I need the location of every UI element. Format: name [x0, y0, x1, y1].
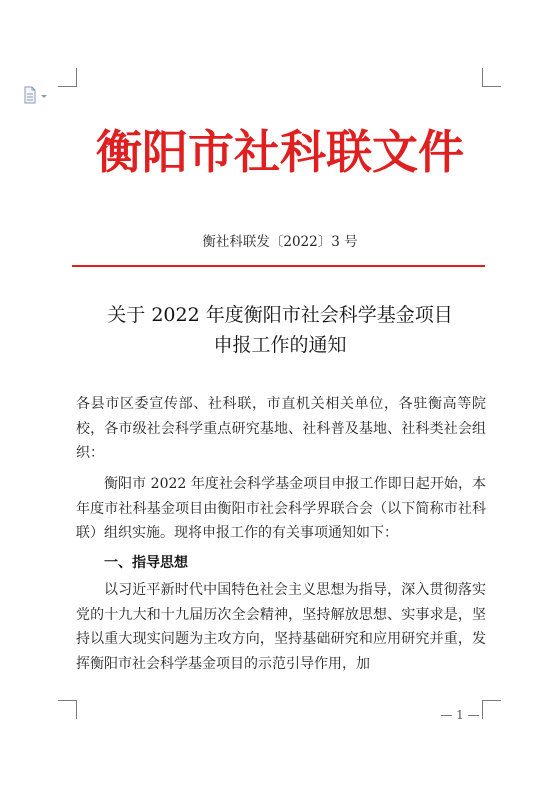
crop-mark-top-right [482, 68, 501, 87]
document-icon[interactable] [22, 86, 52, 104]
addressee-paragraph: 各县市区委宣传部、社科联，市直机关相关单位，各驻衡高等院校，各市级社会科学重点研究基地、社科普及基地、社科类社会组织： [76, 396, 486, 461]
chevron-down-icon [41, 95, 47, 98]
notice-title-line1: 关于 2022 年度衡阳市社会科学基金项目 [107, 304, 453, 326]
intro-paragraph: 衡阳市 2022 年度社会科学基金项目申报工作即日起开始，本年度市社科基金项目由衡阳市社会科学界联合会（以下简称市社科联）组织实施。现将申报工作的有关事项通知如下： [76, 476, 486, 541]
notice-title-line2: 申报工作的通知 [213, 334, 347, 356]
page-number: — 1 — [440, 708, 480, 722]
section1-paragraph: 以习近平新时代中国特色社会主义思想为指导，深入贯彻落实党的十九大和十九届历次全会精神，坚持解放思想、实事求是，坚持以重大现实问题为主攻方向，坚持基础研究和应用研究并重，发挥衡阳市社会科学基金项目的示范引导作用，加 [76, 582, 486, 672]
section-heading-guiding-ideology: 一、指导思想 [104, 555, 188, 571]
red-divider-line [72, 265, 485, 267]
notice-title [70, 300, 490, 360]
document-number: 衡社科联发〔2022〕3 号 [202, 234, 358, 250]
org-header-title: 衡阳市社科联文件 [96, 125, 464, 179]
crop-mark-top-left [58, 68, 77, 87]
crop-mark-bottom-left [58, 700, 77, 719]
